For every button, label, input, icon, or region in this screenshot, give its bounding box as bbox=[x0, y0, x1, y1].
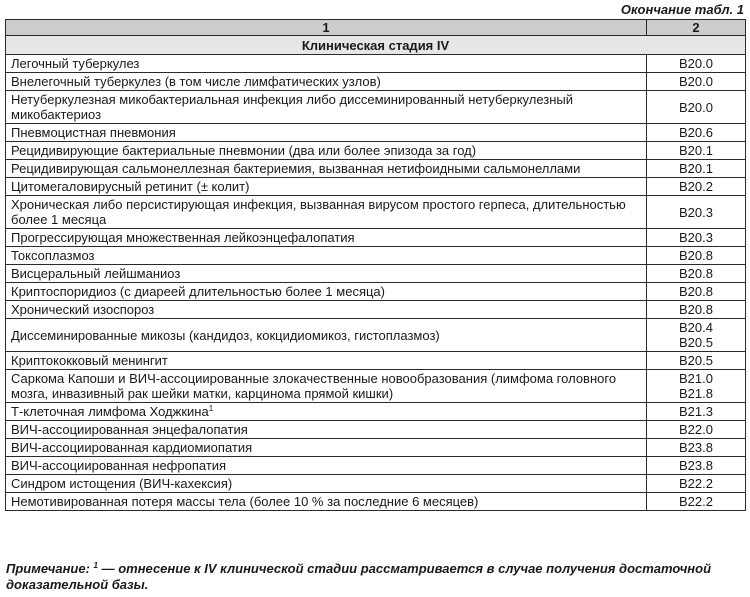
row-icd-code: B22.2 bbox=[647, 493, 746, 511]
row-condition bbox=[6, 439, 647, 457]
row-condition bbox=[6, 301, 647, 319]
condition-text: Висцеральный лейшманиоз bbox=[11, 266, 181, 281]
clinical-stage-table bbox=[5, 19, 746, 511]
table-row bbox=[6, 403, 746, 421]
condition-text: Диссеминированные микозы (кандидоз, кокцидиомикоз, гистоплазмоз) bbox=[11, 327, 440, 343]
table-row bbox=[6, 475, 746, 493]
condition-text: Синдром истощения (ВИЧ-кахексия) bbox=[11, 476, 233, 491]
condition-text: Рецидивирующие бактериальные пневмонии (два или более эпизода за год) bbox=[11, 143, 477, 158]
condition-text: Токсоплазмоз bbox=[11, 248, 95, 263]
condition-text: Немотивированная потеря массы тела (более 10 % за последние 6 месяцев) bbox=[11, 494, 479, 509]
row-condition bbox=[6, 403, 647, 421]
row-icd-code: B20.6 bbox=[647, 124, 746, 142]
footnote-text: — отнесение к IV клинической стадии рассматривается в случае получения достаточной доказательной базы. bbox=[6, 561, 712, 592]
condition-text: ВИЧ-ассоциированная энцефалопатия bbox=[11, 422, 248, 437]
row-condition bbox=[6, 160, 647, 178]
row-icd-code: B22.0 bbox=[647, 421, 746, 439]
row-condition bbox=[6, 475, 647, 493]
row-icd-code: B22.2 bbox=[647, 475, 746, 493]
row-condition bbox=[6, 352, 647, 370]
row-icd-code: B21.0 B21.8 bbox=[647, 370, 746, 403]
row-icd-code: B20.2 bbox=[647, 178, 746, 196]
condition-text: Легочный туберкулез bbox=[11, 56, 140, 71]
row-condition bbox=[6, 73, 647, 91]
row-condition bbox=[6, 229, 647, 247]
table-row bbox=[6, 319, 746, 352]
stage-label: Клиническая стадия IV bbox=[6, 36, 746, 55]
table-row bbox=[6, 91, 746, 124]
row-icd-code: B20.8 bbox=[647, 247, 746, 265]
row-icd-code: B20.4 B20.5 bbox=[647, 319, 746, 352]
row-condition bbox=[6, 247, 647, 265]
condition-text: Нетуберкулезная микобактериальная инфекция либо диссеминированный нетуберкулезный микобактериоз bbox=[11, 92, 574, 122]
row-icd-code: B20.1 bbox=[647, 142, 746, 160]
header-col-1: 1 bbox=[6, 20, 647, 36]
header-row bbox=[6, 20, 746, 36]
table-row bbox=[6, 160, 746, 178]
condition-text: Прогрессирующая множественная лейкоэнцефалопатия bbox=[11, 230, 355, 245]
table-row bbox=[6, 457, 746, 475]
row-condition bbox=[6, 55, 647, 73]
row-icd-code: B20.0 bbox=[647, 73, 746, 91]
condition-text: Цитомегаловирусный ретинит (± колит) bbox=[11, 179, 250, 194]
row-condition bbox=[6, 319, 647, 352]
table-row bbox=[6, 265, 746, 283]
row-icd-code: B23.8 bbox=[647, 457, 746, 475]
row-condition bbox=[6, 91, 647, 124]
row-icd-code: B23.8 bbox=[647, 439, 746, 457]
condition-text: Рецидивирующая сальмонеллезная бактериемия, вызванная нетифоидными сальмонеллами bbox=[11, 161, 581, 176]
row-icd-code: B20.1 bbox=[647, 160, 746, 178]
table-row bbox=[6, 247, 746, 265]
table-row bbox=[6, 283, 746, 301]
table-row bbox=[6, 439, 746, 457]
table-row bbox=[6, 301, 746, 319]
table-row bbox=[6, 493, 746, 511]
table-row bbox=[6, 196, 746, 229]
row-icd-code: B20.8 bbox=[647, 283, 746, 301]
table-row bbox=[6, 352, 746, 370]
row-icd-code: B20.0 bbox=[647, 55, 746, 73]
condition-text: Криптоспоридиоз (с диареей длительностью более 1 месяца) bbox=[11, 284, 385, 299]
row-icd-code: B21.3 bbox=[647, 403, 746, 421]
footnote-marker: 1 bbox=[93, 561, 98, 570]
row-condition bbox=[6, 457, 647, 475]
row-condition bbox=[6, 142, 647, 160]
header-col-2: 2 bbox=[647, 20, 746, 36]
table-row bbox=[6, 142, 746, 160]
table-row bbox=[6, 421, 746, 439]
footnote bbox=[6, 561, 746, 593]
table-row bbox=[6, 370, 746, 403]
row-condition bbox=[6, 196, 647, 229]
row-icd-code: B20.8 bbox=[647, 265, 746, 283]
table-row bbox=[6, 55, 746, 73]
table-row bbox=[6, 124, 746, 142]
row-condition bbox=[6, 178, 647, 196]
row-condition bbox=[6, 265, 647, 283]
row-condition bbox=[6, 493, 647, 511]
condition-text: Хроническая либо персистирующая инфекция, вызванная вирусом простого герпеса, длительностью более 1 месяца bbox=[11, 197, 626, 227]
condition-text: Криптококковый менингит bbox=[11, 353, 168, 368]
row-condition bbox=[6, 370, 647, 403]
condition-text: Хронический изоспороз bbox=[11, 302, 155, 317]
table-caption: Окончание табл. 1 bbox=[620, 2, 744, 17]
condition-text: Внелегочный туберкулез (в том числе лимфатических узлов) bbox=[11, 74, 381, 89]
row-icd-code: B20.0 bbox=[647, 91, 746, 124]
row-icd-code: B20.5 bbox=[647, 352, 746, 370]
table-row bbox=[6, 229, 746, 247]
condition-text: Пневмоцистная пневмония bbox=[11, 125, 176, 140]
footnote-prefix: Примечание: bbox=[6, 561, 94, 576]
table-row bbox=[6, 73, 746, 91]
row-icd-code: B20.8 bbox=[647, 301, 746, 319]
condition-text: ВИЧ-ассоциированная кардиомиопатия bbox=[11, 440, 253, 455]
condition-text: ВИЧ-ассоциированная нефропатия bbox=[11, 458, 227, 473]
row-icd-code: B20.3 bbox=[647, 229, 746, 247]
table-row bbox=[6, 178, 746, 196]
row-condition bbox=[6, 283, 647, 301]
row-icd-code: B20.3 bbox=[647, 196, 746, 229]
condition-text: Т-клеточная лимфома Ходжкина bbox=[11, 404, 209, 419]
footnote-ref: 1 bbox=[208, 404, 214, 413]
row-condition bbox=[6, 421, 647, 439]
stage-row bbox=[6, 36, 746, 55]
condition-text: Саркома Капоши и ВИЧ-ассоциированные злокачественные новообразования (лимфома головного мозга, инвазивный рак шейки матки, карцинома прямой кишки) bbox=[11, 371, 617, 401]
row-condition bbox=[6, 124, 647, 142]
